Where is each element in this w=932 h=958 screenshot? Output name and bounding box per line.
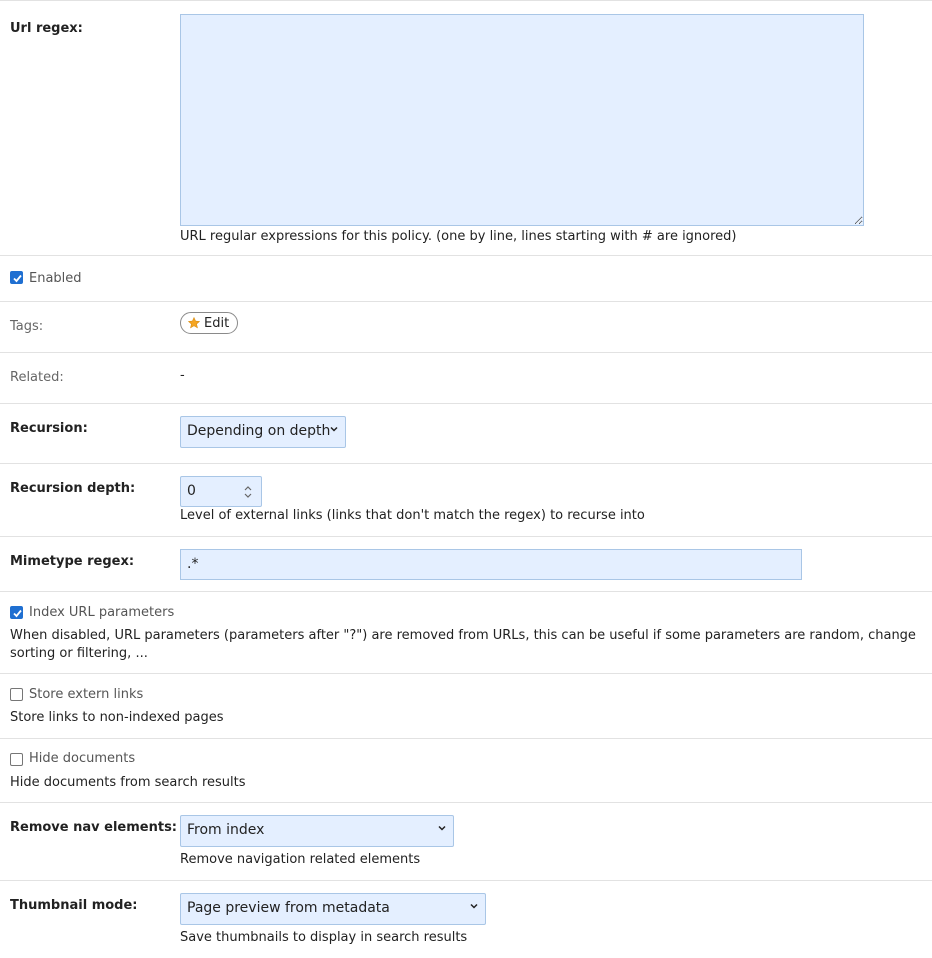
- url-regex-textarea[interactable]: [180, 14, 864, 226]
- related-label: Related:: [10, 370, 64, 385]
- enabled-row: [0, 256, 932, 302]
- index-url-params-row: [0, 592, 932, 674]
- tags-label: Tags:: [10, 319, 44, 334]
- index-url-params-checkbox[interactable]: [10, 606, 23, 619]
- recursion-depth-input[interactable]: [180, 476, 262, 507]
- store-extern-links-help: Store links to non-indexed pages: [10, 710, 224, 725]
- recursion-label: Recursion:: [10, 421, 88, 436]
- url-regex-help: URL regular expressions for this policy. (one by line, lines starting with # are ignored): [180, 229, 737, 244]
- thumbnail-mode-label: Thumbnail mode:: [10, 898, 138, 913]
- store-extern-links-row: [0, 674, 932, 739]
- hide-documents-help: Hide documents from search results: [10, 775, 246, 790]
- thumbnail-mode-select[interactable]: [180, 893, 486, 925]
- recursion-select[interactable]: [180, 416, 346, 448]
- thumbnail-mode-selected: Page preview from metadata: [187, 900, 390, 916]
- enabled-checkbox[interactable]: [10, 271, 23, 284]
- edit-tags-button[interactable]: [180, 312, 238, 334]
- remove-nav-select[interactable]: [180, 815, 454, 847]
- remove-nav-row: [0, 803, 932, 881]
- spinner-icon[interactable]: [243, 484, 253, 500]
- hide-documents-checkbox[interactable]: [10, 753, 23, 766]
- thumbnail-mode-row: [0, 881, 932, 958]
- hide-documents-row: [0, 739, 932, 803]
- mimetype-regex-label: Mimetype regex:: [10, 554, 135, 569]
- enabled-label: Enabled: [29, 271, 82, 286]
- hide-documents-label: Hide documents: [29, 751, 136, 766]
- checkmark-icon: [12, 273, 23, 284]
- recursion-depth-value: 0: [187, 483, 196, 499]
- store-extern-links-checkbox[interactable]: [10, 688, 23, 701]
- remove-nav-help: Remove navigation related elements: [180, 852, 421, 867]
- recursion-selected: Depending on depth: [187, 423, 331, 439]
- chevron-down-icon: [470, 902, 478, 910]
- edit-tags-label: Edit: [204, 315, 230, 331]
- related-row: [0, 353, 932, 404]
- remove-nav-selected: From index: [187, 822, 265, 838]
- store-extern-links-label: Store extern links: [29, 687, 144, 702]
- related-value: -: [180, 368, 185, 383]
- index-url-params-label: Index URL parameters: [29, 605, 175, 620]
- index-url-params-help: When disabled, URL parameters (parameters after "?") are removed from URLs, this can be useful if some parameters are random, change sorting or filtering, ...: [10, 628, 916, 661]
- chevron-down-icon: [438, 824, 446, 832]
- star-icon: [188, 317, 200, 329]
- recursion-depth-row: [0, 464, 932, 537]
- url-regex-label: Url regex:: [10, 21, 83, 36]
- checkmark-icon: [12, 608, 23, 619]
- remove-nav-label: Remove nav elements:: [10, 820, 178, 835]
- tags-row: [0, 302, 932, 353]
- url-regex-row: [0, 1, 932, 256]
- mimetype-regex-value: .*: [187, 556, 199, 572]
- mimetype-regex-input[interactable]: [180, 549, 802, 580]
- mimetype-regex-row: [0, 537, 932, 592]
- recursion-depth-label: Recursion depth:: [10, 481, 136, 496]
- chevron-down-icon: [330, 425, 338, 433]
- recursion-row: [0, 404, 932, 464]
- recursion-depth-help: Level of external links (links that don't match the regex) to recurse into: [180, 508, 645, 523]
- thumbnail-mode-help: Save thumbnails to display in search results: [180, 930, 468, 945]
